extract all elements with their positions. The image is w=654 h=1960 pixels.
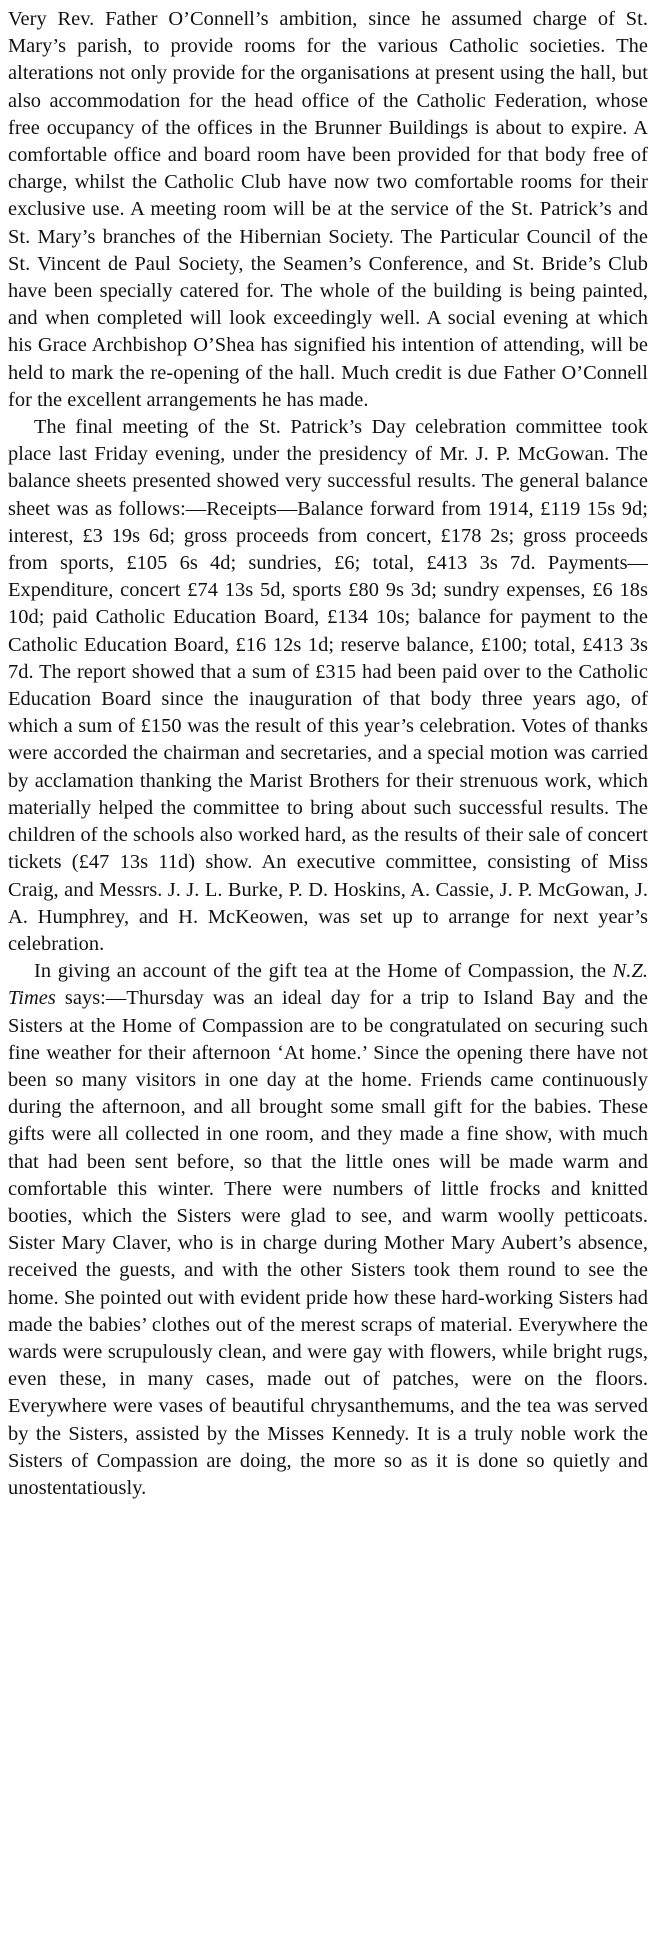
newspaper-title: N.Z. Times <box>8 960 648 1010</box>
paragraph-text: Very Rev. Father O’Connell’s ambition, since he assumed charge of St. Mary’s parish, to provide rooms for the various Catholic societies. The alterations not only provide for the organisations at present using the hall, but also accommodation for the head office of the Catholic Federation, whose free occupancy of the offices in the Brunner Buildings is about to expire. A comfortable office and board room have been provided for that body free of charge, whilst the Catholic Club have now two comfortable rooms for their exclusive use. A meeting room will be at the service of the St. Patrick’s and St. Mary’s branches of the Hibernian Society. The Particular Council of the St. Vincent de Paul Society, the Seamen’s Conference, and St. Bride’s Club have been specially catered for. The whole of the building is being painted, and when completed will look exceedingly well. A social evening at which his Grace Archbishop O’Shea has signified his intention of attending, will be held to mark the re-opening of the hall. Much credit is due Father O’Connell for the excellent arrangements he has made. <box>8 8 648 411</box>
paragraph-st-patricks-committee <box>8 414 648 958</box>
paragraph-st-marys-rooms <box>8 6 648 414</box>
paragraph-home-of-compassion <box>8 958 648 1502</box>
paragraph-text: The final meeting of the St. Patrick’s Day celebration committee took place last Friday evening, under the presidency of Mr. J. P. McGowan. The balance sheets presented showed very successful results. The general balance sheet was as follows:—Receipts—Balance forward from 1914, £119 15s 9d; interest, £3 19s 6d; gross proceeds from concert, £178 2s; gross proceeds from sports, £105 6s 4d; sundries, £6; total, £413 3s 7d. Payments—Expenditure, concert £74 13s 5d, sports £80 9s 3d; sundry expenses, £6 18s 10d; paid Catholic Education Board, £134 10s; balance for payment to the Catholic Education Board, £16 12s 1d; reserve balance, £100; total, £413 3s 7d. The report showed that a sum of £315 had been paid over to the Catholic Education Board since the inauguration of that body three years ago, of which a sum of £150 was the result of this year’s celebration. Votes of thanks were accorded the chairman and secretaries, and a special motion was carried by acclamation thanking the Marist Brothers for their strenuous work, which materially helped the committee to bring about such successful results. The children of the schools also worked hard, as the results of their sale of concert tickets (£47 13s 11d) show. An executive committee, consisting of Miss Craig, and Messrs. J. J. L. Burke, P. D. Hoskins, A. Cassie, J. P. McGowan, J. A. Humphrey, and H. McKeowen, was set up to arrange for next year’s celebration. <box>8 416 648 955</box>
paragraph-text-after-italic: says:—Thursday was an ideal day for a trip to Island Bay and the Sisters at the Home of Compassion are to be congratulated on securing such fine weather for their afternoon ‘At home.’ Since the opening there have not been so many visitors in one day at the home. Friends came continuously during the afternoon, and all brought some small gift for the babies. These gifts were all collected in one room, and they made a fine show, with much that had been sent before, so that the little ones will be made warm and comfortable this winter. There were numbers of little frocks and knitted booties, which the Sisters were glad to see, and warm woolly petticoats. Sister Mary Claver, who is in charge during Mother Mary Aubert’s absence, received the guests, and with the other Sisters took them round to see the home. She pointed out with evident pride how these hard-working Sisters had made the babies’ clothes out of the merest scraps of material. Everywhere the wards were scrupulously clean, and were gay with flowers, while bright rugs, even these, in many cases, made out of patches, were on the floors. Everywhere were vases of beautiful chrysanthemums, and the tea was served by the Sisters, assisted by the Misses Kennedy. It is a truly noble work the Sisters of Compassion are doing, the more so as it is done so quietly and unostentatiously. <box>8 987 648 1499</box>
article-column <box>8 6 648 1502</box>
paragraph-text-before-italic: In giving an account of the gift tea at the Home of Compassion, the <box>34 960 613 983</box>
